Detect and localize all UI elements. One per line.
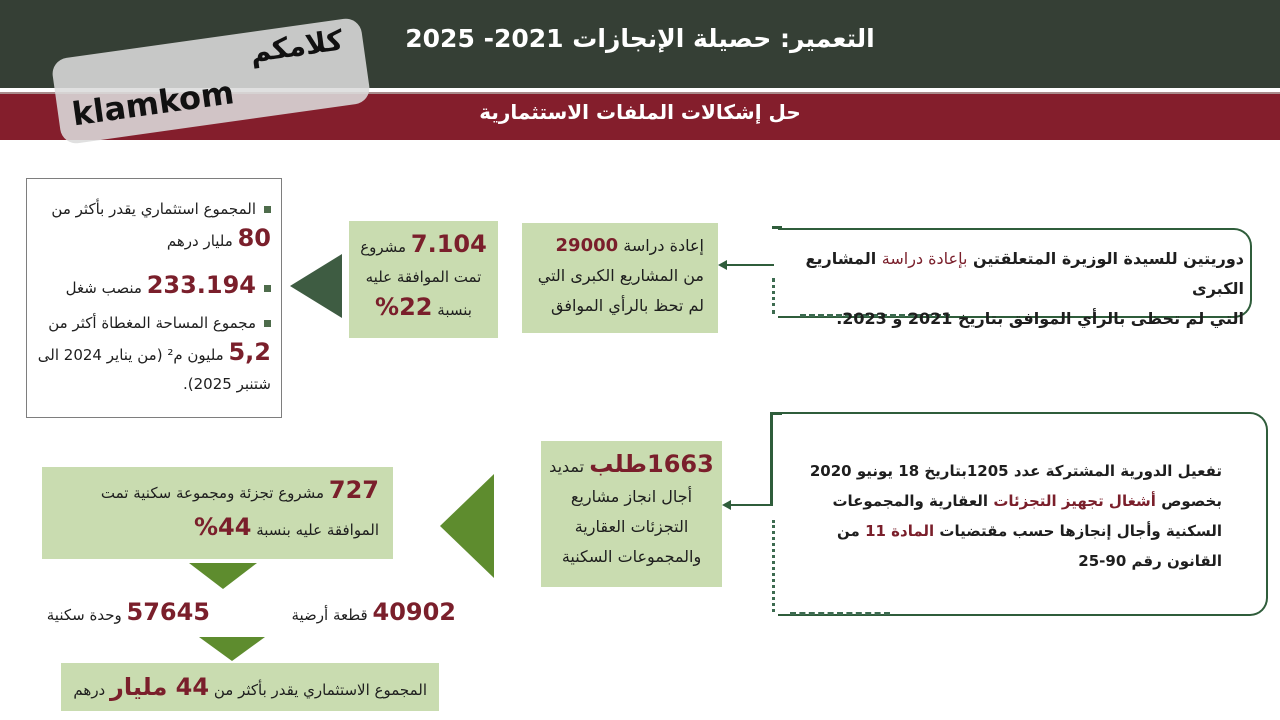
bullet-text: مليار درهم bbox=[166, 232, 233, 250]
page-subtitle: حل إشكالات الملفات الاستثمارية bbox=[479, 100, 801, 124]
plots-label: قطعة أرضية bbox=[291, 606, 368, 624]
plots-value: 40902 bbox=[372, 598, 456, 626]
restudy-line-2: من المشاريع الكبرى التي bbox=[537, 266, 704, 285]
projects-line-2: الموافقة عليه بنسبة bbox=[256, 521, 379, 539]
connector-arrowhead bbox=[718, 260, 727, 270]
units-label: وحدة سكنية bbox=[46, 606, 122, 624]
restudy-box bbox=[522, 223, 718, 333]
bullet-value: 233.194 bbox=[146, 271, 256, 299]
bottom-source-line-4: القانون رقم 90-25 bbox=[1078, 552, 1222, 570]
projects-box bbox=[42, 467, 393, 559]
restudy-line-3: لم تحظ بالرأي الموافق bbox=[550, 296, 704, 315]
bullet-item-area bbox=[37, 309, 271, 399]
frame-dash bbox=[790, 612, 890, 615]
approved-line-2: تمت الموافقة عليه bbox=[365, 268, 482, 286]
bullet-value: 80 bbox=[237, 224, 271, 252]
investment-unit: درهم bbox=[73, 681, 106, 699]
watermark-arabic: كلامكم bbox=[248, 23, 345, 70]
bottom-source-text: السكنية وأجال إنجازها حسب مقتضيات bbox=[939, 522, 1222, 540]
approved-percent: 22% bbox=[375, 293, 433, 321]
frame-dots bbox=[772, 520, 775, 612]
bullet-value: 5,2 bbox=[228, 338, 271, 366]
units-stat bbox=[30, 598, 210, 626]
projects-percent: 44% bbox=[193, 513, 252, 541]
results-bullets-box bbox=[26, 178, 282, 418]
requests-line-4: والمجموعات السكنية bbox=[561, 547, 702, 566]
requests-value: 1663 bbox=[647, 450, 714, 478]
bullet-text: منصب شغل bbox=[65, 279, 142, 297]
approved-box bbox=[349, 221, 498, 338]
investment-text: المجموع الاستثماري يقدر بأكثر من bbox=[213, 681, 427, 699]
approved-value: 7.104 bbox=[410, 230, 487, 258]
frame-corner bbox=[772, 226, 782, 229]
source-text-a: دوريتين للسيدة الوزيرة المتعلقتين bbox=[972, 249, 1244, 268]
bullet-text: المجموع استثماري يقدر بأكثر من bbox=[51, 200, 256, 218]
units-value: 57645 bbox=[126, 598, 210, 626]
top-source-text bbox=[784, 244, 1244, 334]
bullet-square-icon bbox=[264, 206, 271, 213]
bullet-square-icon bbox=[264, 285, 271, 292]
approved-unit: مشروع bbox=[360, 238, 407, 256]
requests-line-2: أجال انجاز مشاريع bbox=[570, 487, 693, 506]
restudy-value: 29000 bbox=[555, 235, 619, 256]
bullet-square-icon bbox=[264, 320, 271, 327]
bottom-source-line-1: تفعيل الدورية المشتركة عدد 1205بتاريخ 18 يونيو 2020 bbox=[809, 462, 1222, 480]
watermark-latin: klamkom bbox=[69, 73, 237, 134]
investment-box bbox=[61, 663, 439, 711]
requests-box bbox=[541, 441, 722, 587]
bottom-source-text bbox=[790, 456, 1222, 576]
bottom-source-highlight: أشغال تجهيز التجزئات bbox=[993, 492, 1156, 510]
investment-value: 44 مليار bbox=[110, 673, 210, 701]
requests-unit: طلب bbox=[589, 450, 648, 478]
connector-arrowhead bbox=[722, 500, 731, 510]
bullet-text: مجموع المساحة المغطاة أكثر من bbox=[48, 314, 256, 332]
projects-value: 727 bbox=[328, 476, 379, 504]
frame-dots bbox=[772, 278, 775, 314]
bullet-text: مليون م² (من يناير 2024 الى شتنبر 2025). bbox=[37, 346, 271, 393]
top-arrow-left-icon bbox=[290, 254, 342, 318]
bullet-item-investment bbox=[37, 195, 271, 256]
projects-line-1: مشروع تجزئة ومجموعة سكنية تمت bbox=[100, 484, 325, 502]
down-arrow-icon bbox=[199, 637, 265, 661]
source-text-b: المشاريع الكبرى bbox=[805, 249, 1244, 298]
bullet-item-jobs bbox=[37, 271, 271, 303]
restudy-label: إعادة دراسة bbox=[623, 236, 704, 255]
bottom-source-text: العقارية والمجموعات bbox=[832, 492, 989, 510]
page-title: التعمير: حصيلة الإنجازات 2021- 2025 bbox=[405, 24, 875, 53]
bottom-source-text: بخصوص bbox=[1161, 492, 1222, 510]
bottom-source-text: من bbox=[837, 522, 860, 540]
requests-line-1: تمديد bbox=[549, 457, 585, 476]
connector-vertical bbox=[770, 412, 773, 506]
approved-line-3: بنسبة bbox=[437, 301, 472, 319]
source-line-2: التي لم تحظى بالرأي الموافق بتاريخ 2021 و 2023. bbox=[836, 309, 1244, 328]
connector-line bbox=[724, 264, 774, 266]
bottom-source-highlight: المادة 11 bbox=[865, 522, 935, 540]
source-highlight: بإعادة دراسة bbox=[881, 249, 968, 268]
down-arrow-icon bbox=[189, 563, 257, 589]
bottom-arrow-left-icon bbox=[440, 474, 494, 578]
plots-stat bbox=[256, 598, 456, 626]
requests-line-3: التجزئات العقارية bbox=[574, 517, 689, 536]
connector-line bbox=[728, 504, 773, 506]
